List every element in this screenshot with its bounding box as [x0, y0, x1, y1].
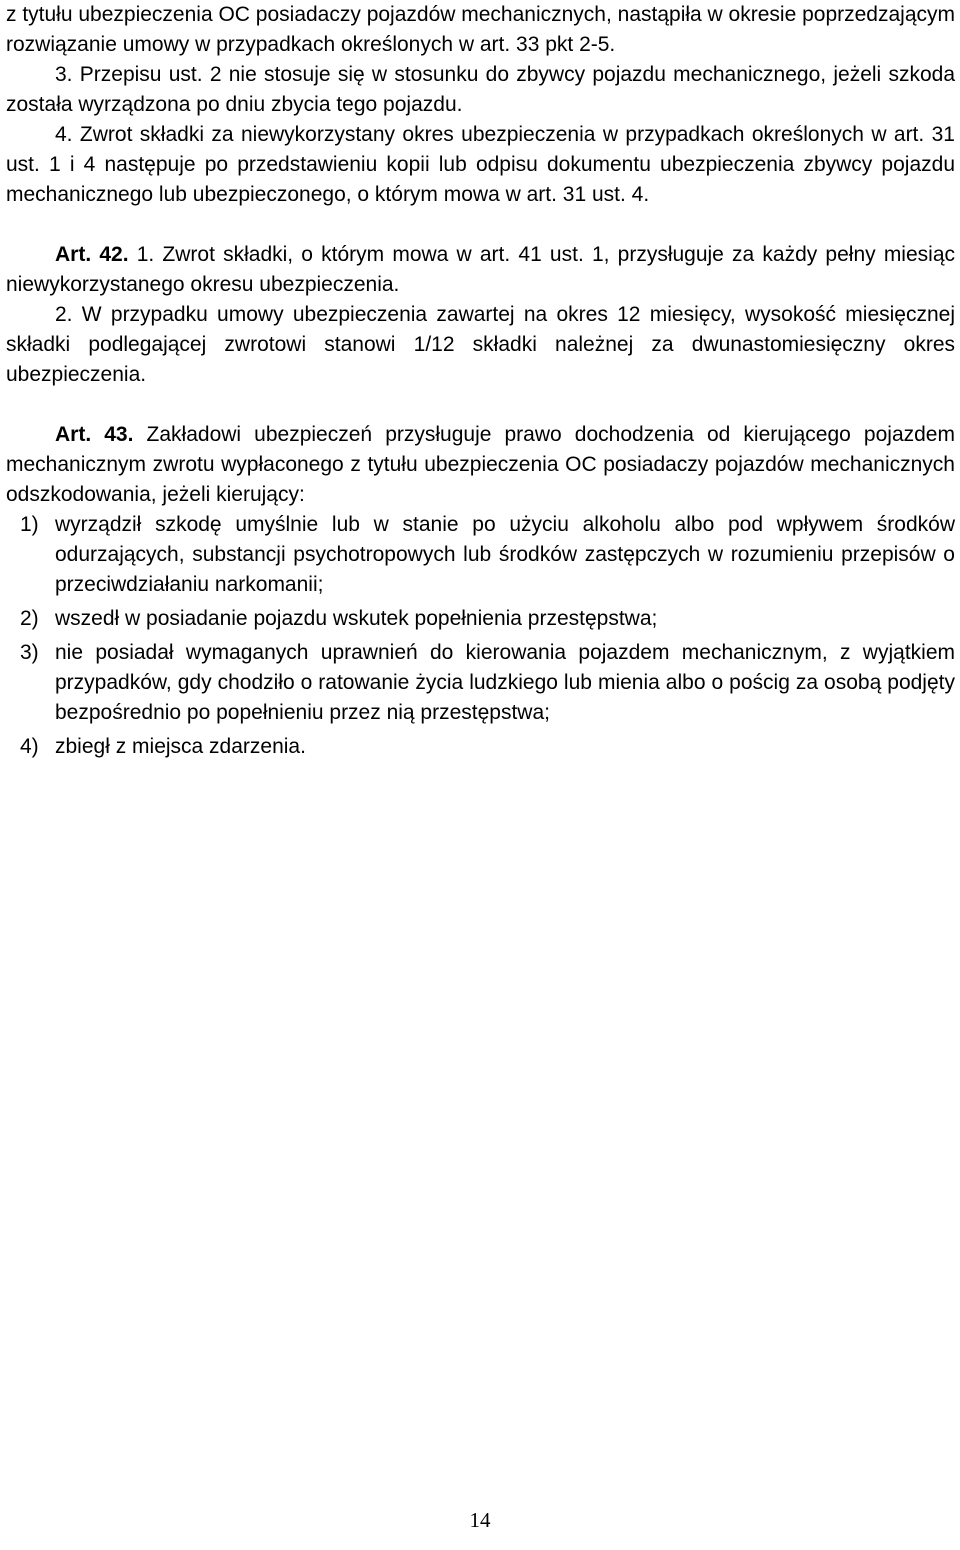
document-page — [6, 0, 955, 766]
list-item-number: 1) — [20, 513, 39, 536]
art42-ust1-text: 1. Zwrot składki, o którym mowa w art. 41 ust. 1, przysługuje za każdy pełny miesiąc niewykorzystanego okresu ubezpieczenia. — [6, 243, 955, 296]
list-item-text: wyrządził szkodę umyślnie lub w stanie po użyciu alkoholu albo pod wpływem środków odurzających, substancji psychotropowych lub środków zastępczych w rozumieniu przepisów o przeciwdziałaniu narkomanii; — [55, 513, 955, 596]
list-item — [6, 638, 955, 728]
list-item-number: 3) — [20, 641, 39, 664]
list-item-text: zbiegł z miejsca zdarzenia. — [55, 735, 306, 758]
art41-ust3: 3. Przepisu ust. 2 nie stosuje się w stosunku do zbywcy pojazdu mechanicznego, jeżeli szkoda została wyrządzona po dniu zbycia tego pojazdu. — [6, 63, 955, 116]
art42-ust1 — [6, 240, 955, 300]
list-item-text: nie posiadał wymaganych uprawnień do kierowania pojazdem mechanicznym, z wyjątkiem przypadków, gdy chodziło o ratowanie życia ludzkiego lub mienia albo o pościg za osobą podjęty bezpośrednio po popełnieniu przez nią przestępstwa; — [55, 641, 955, 724]
art42-ust2: 2. W przypadku umowy ubezpieczenia zawartej na okres 12 miesięcy, wysokość miesięcznej składki podlegającej zwrotowi stanowi 1/12 składki należnej za dwunastomiesięczny okres ubezpieczenia. — [6, 303, 955, 386]
list-item-text: wszedł w posiadanie pojazdu wskutek popełnienia przestępstwa; — [55, 607, 658, 630]
art43-heading: Art. 43. — [55, 423, 134, 446]
art43-list — [6, 510, 955, 762]
list-item — [6, 510, 955, 600]
list-item-number: 2) — [20, 607, 39, 630]
art41-ust4: 4. Zwrot składki za niewykorzystany okres ubezpieczenia w przypadkach określonych w art. 31 ust. 1 i 4 następuje po przedstawieniu kopii lub odpisu dokumentu ubezpieczenia zbywcy pojazdu mechanicznego lub ubezpieczonego, o którym mowa w art. 31 ust. 4. — [6, 123, 955, 206]
list-item-number: 4) — [20, 735, 39, 758]
art42-heading: Art. 42. — [55, 243, 129, 266]
page-number: 14 — [469, 1508, 491, 1532]
list-item — [6, 604, 955, 634]
art43-intro — [6, 420, 955, 510]
paragraph-continuation: z tytułu ubezpieczenia OC posiadaczy pojazdów mechanicznych, nastąpiła w okresie poprzedzającym rozwiązanie umowy w przypadkach określonych w art. 33 pkt 2-5. — [6, 3, 955, 56]
list-item — [6, 732, 955, 762]
art43-intro-text: Zakładowi ubezpieczeń przysługuje prawo dochodzenia od kierującego pojazdem mechanicznym zwrotu wypłaconego z tytułu ubezpieczenia OC posiadaczy pojazdów mechanicznych odszkodowania, jeżeli kierujący: — [6, 423, 955, 506]
